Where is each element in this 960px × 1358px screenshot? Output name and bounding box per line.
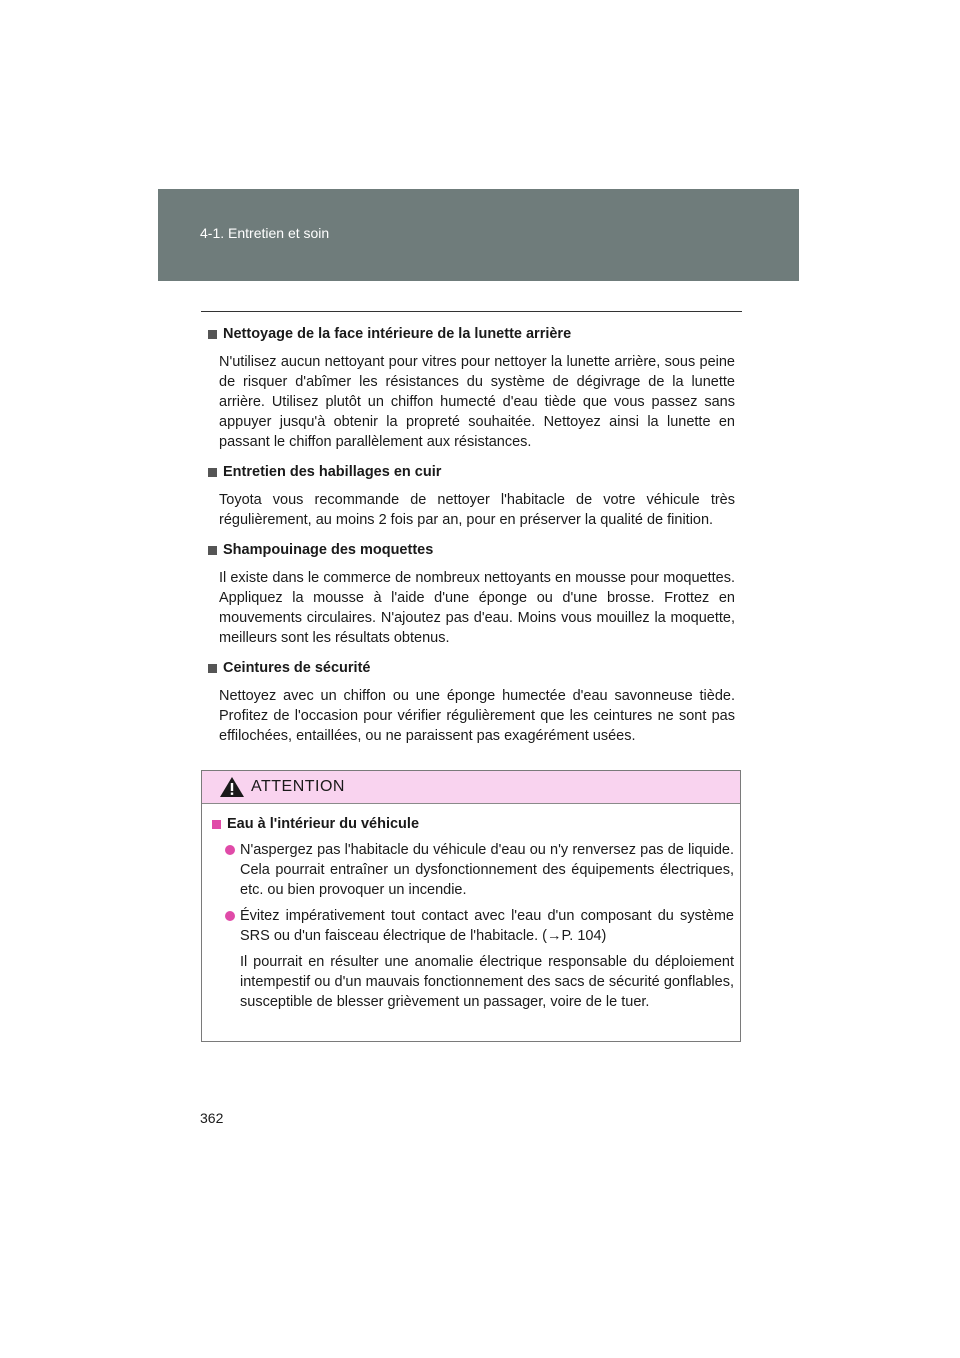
warning-icon <box>219 776 245 798</box>
square-bullet-icon <box>208 664 217 673</box>
section-title: Ceintures de sécurité <box>223 660 371 676</box>
section-title: Nettoyage de la face intérieure de la lunette arrière <box>223 326 572 342</box>
attention-title: ATTENTION <box>251 778 345 795</box>
square-bullet-icon <box>208 468 217 477</box>
square-bullet-icon <box>208 546 217 555</box>
section-text: N'utilisez aucun nettoyant pour vitres pour nettoyer la lunette arrière, sous peine de risquer d'abîmer les résistances du système de dégivrage de la lunette arrière. Utilisez plutôt un chiffon humecté d'eau tiède que vous passez sans appuyer jusqu'à obtenir la propreté souhaitée. Nettoyez ainsi la lunette en passant le chiffon parallèlement aux résistances. <box>219 354 735 450</box>
page-number: 362 <box>200 1110 224 1126</box>
attention-header <box>202 771 740 804</box>
section-text: Toyota vous recommande de nettoyer l'habitacle de votre véhicule très régulièrement, au moins 2 fois par an, pour en préserver la qualité de finition. <box>219 492 735 528</box>
attention-section-title: Eau à l'intérieur du véhicule <box>227 816 420 832</box>
section-leather <box>206 462 735 530</box>
square-bullet-icon <box>212 820 221 829</box>
main-content <box>206 324 735 756</box>
section-rear-window <box>206 324 735 452</box>
section-title: Shampouinage des moquettes <box>223 542 434 558</box>
circle-bullet-icon <box>225 911 235 921</box>
section-text: Il existe dans le commerce de nombreux nettoyants en mousse pour moquettes. Appliquez la mousse à l'aide d'une éponge ou d'une brosse. Frottez en mouvements circulaires. N'ajoutez pas d'eau. Moins vous mouillez la moquette, meilleurs sont les résultats obtenus. <box>219 570 735 646</box>
attention-sub-paragraph: Il pourrait en résulter une anomalie électrique responsable du déploiement intempestif ou d'un mauvais fonctionnement des sacs de sécurité gonflables, susceptible de blesser grièvement un passager, voire de le tuer. <box>240 954 734 1010</box>
header-rule <box>201 311 742 312</box>
square-bullet-icon <box>208 330 217 339</box>
list-item: N'aspergez pas l'habitacle du véhicule d'eau ou n'y renversez pas de liquide. Cela pourrait entraîner un dysfonctionnement des équipements électriques, etc. ou bien provoquer un incendie. <box>225 840 734 900</box>
chapter-title: 4-1. Entretien et soin <box>200 225 330 241</box>
section-seatbelts <box>206 658 735 746</box>
chapter-header <box>158 189 799 281</box>
section-carpet <box>206 540 735 648</box>
list-item: Évitez impérativement tout contact avec l'eau d'un composant du système SRS ou d'un faisceau électrique de l'habitacle. (→P. 104) <box>225 906 734 946</box>
attention-box <box>201 770 741 1042</box>
section-text: Nettoyez avec un chiffon ou une éponge humectée d'eau savonneuse tiède. Profitez de l'occasion pour vérifier régulièrement que les ceintures ne sont pas effilochées, entaillées, ou ne paraissent pas exagérément usées. <box>219 688 735 744</box>
circle-bullet-icon <box>225 845 235 855</box>
section-title: Entretien des habillages en cuir <box>223 464 442 480</box>
